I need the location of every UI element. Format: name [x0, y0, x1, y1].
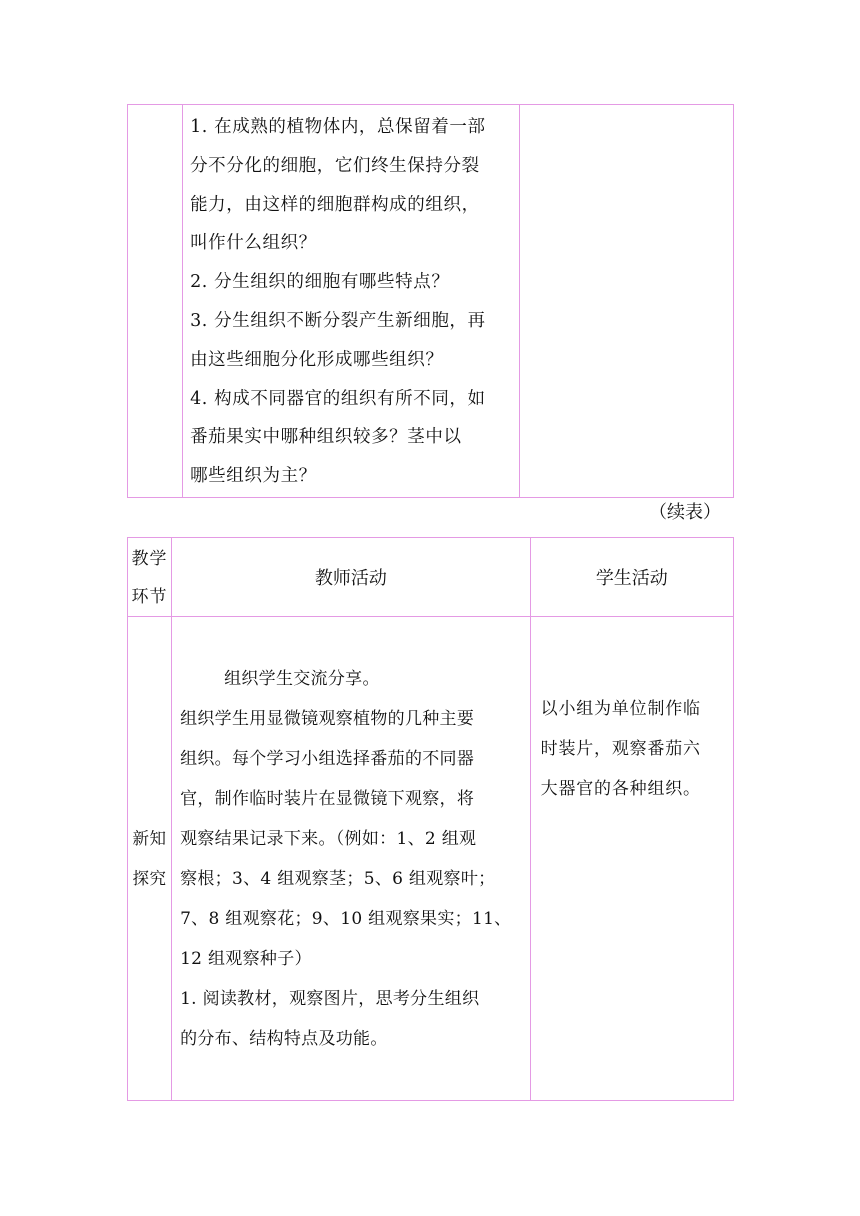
- question-line: 能力，由这样的细胞群构成的组织，: [190, 194, 480, 215]
- student-header: 学生活动: [530, 538, 733, 617]
- question-line: 由这些细胞分化形成哪些组织？: [190, 349, 444, 370]
- teacher-line: 的分布、结构特点及功能。: [180, 1029, 388, 1049]
- stage-header-line: 教学: [131, 549, 168, 569]
- teacher-line: 组织学生用显微镜观察植物的几种主要: [180, 709, 475, 729]
- student-line: 以小组为单位制作临: [540, 699, 701, 719]
- teacher-line: 官，制作临时装片在显微镜下观察，将: [180, 789, 475, 809]
- teacher-line: 观察结果记录下来。（例如：1、2 组观: [180, 829, 477, 849]
- continued-label: （续表）: [649, 502, 721, 523]
- question-line: 番茄果实中哪种组织较多？茎中以: [190, 427, 462, 448]
- teacher-line: 组织学生交流分享。: [224, 669, 380, 689]
- stage-header: [128, 538, 172, 617]
- header-row: [128, 538, 734, 617]
- question-line: 4. 构成不同器官的组织有所不同，如: [190, 388, 486, 409]
- questions-cell: [183, 105, 520, 498]
- stage-line: 新知: [132, 828, 167, 848]
- empty-student-cell: [519, 105, 733, 498]
- question-line: 哪些组织为主？: [190, 466, 317, 487]
- student-line: 大器官的各种组织。: [540, 779, 701, 799]
- student-line: 时装片，观察番茄六: [540, 739, 701, 759]
- teacher-header: 教师活动: [172, 538, 531, 617]
- stage-cell: [128, 617, 172, 1101]
- question-line: 3. 分生组织不断分裂产生新细胞，再: [190, 310, 486, 331]
- table-row: [128, 617, 734, 1101]
- question-line: 2. 分生组织的细胞有哪些特点？: [190, 272, 450, 293]
- teacher-line: 7、8 组观察花；9、10 组观察果实；11、: [180, 909, 512, 929]
- teacher-activity-cell: [172, 617, 531, 1101]
- question-line: 叫作什么组织？: [190, 233, 317, 254]
- teacher-line: 察根；3、4 组观察茎；5、6 组观察叶；: [180, 869, 496, 889]
- stage-line: 探究: [132, 868, 167, 888]
- lesson-table: [127, 537, 734, 1101]
- teacher-line: 组织。每个学习小组选择番茄的不同器: [180, 749, 475, 769]
- question-line: 分不分化的细胞，它们终生保持分裂: [190, 155, 480, 176]
- continuation-table: [127, 104, 734, 498]
- question-line: 1. 在成熟的植物体内，总保留着一部: [190, 117, 486, 137]
- student-activity-cell: [530, 617, 733, 1101]
- teacher-line: 1. 阅读教材，观察图片，思考分生组织: [180, 989, 480, 1009]
- empty-stage-cell: [128, 105, 183, 498]
- stage-header-line: 环节: [131, 587, 168, 607]
- teacher-line: 12 组观察种子）: [180, 949, 312, 969]
